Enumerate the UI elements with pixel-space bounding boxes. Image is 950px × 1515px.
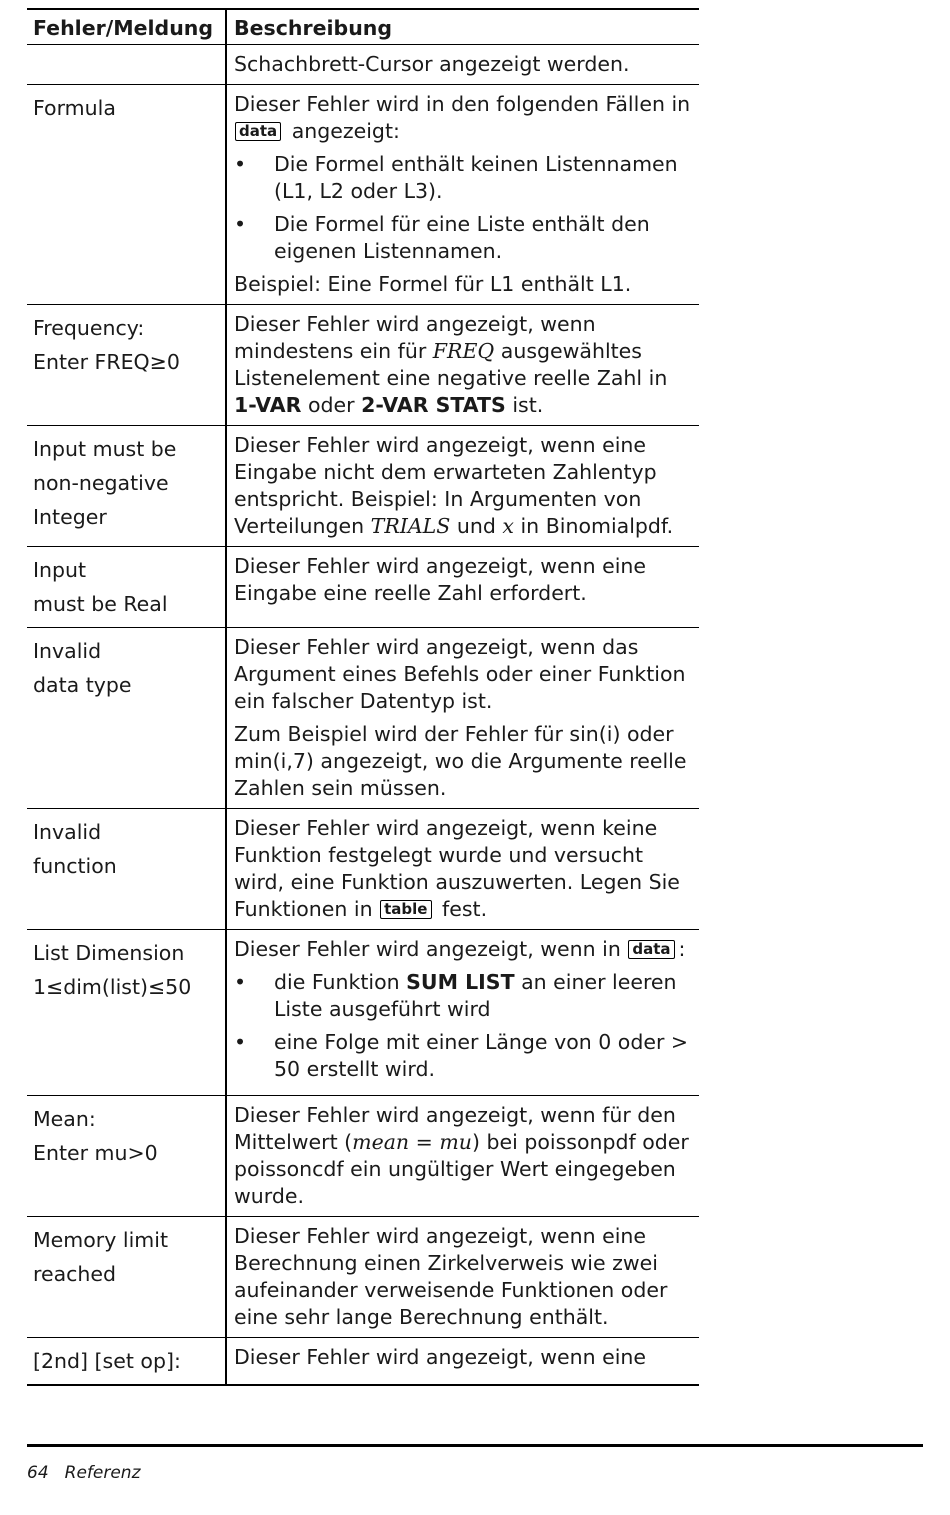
text-span: Dieser Fehler wird angezeigt, wenn eine Eingabe nicht dem erwarteten Zahlentyp entspricht. Beispiel: In Argumenten von Verteilungen xyxy=(234,433,657,538)
error-cell xyxy=(27,426,227,546)
error-cell xyxy=(27,930,227,1095)
bold-term: 1-VAR xyxy=(234,393,302,417)
math-mean: mean = mu xyxy=(352,1130,472,1154)
bold-term: SUM LIST xyxy=(406,970,515,994)
table-row xyxy=(27,547,699,628)
table-row xyxy=(27,305,699,426)
description-cell xyxy=(227,809,699,929)
error-name-line: Input must be xyxy=(33,437,177,461)
text-span: Dieser Fehler wird angezeigt, wenn in xyxy=(234,937,621,961)
error-name-line: function xyxy=(33,854,117,878)
description-text xyxy=(234,815,693,923)
error-name-line: List Dimension xyxy=(33,941,185,965)
bullet-item: • eine Folge mit einer Länge von 0 oder > 50 erstellt wird. xyxy=(234,1029,693,1083)
description-cell xyxy=(227,426,699,546)
description-text: Dieser Fehler wird angezeigt, wenn eine Berechnung einen Zirkelverweis wie zwei aufeinander verweisende Funktionen oder eine sehr lange Berechnung enthält. xyxy=(234,1224,668,1329)
error-cell xyxy=(27,45,227,84)
table-row xyxy=(27,426,699,547)
error-cell xyxy=(27,547,227,627)
table-row xyxy=(27,628,699,809)
description-text: Dieser Fehler wird angezeigt, wenn das Argument eines Befehls oder einer Funktion ein falscher Datentyp ist. xyxy=(234,635,686,713)
error-name-line: Integer xyxy=(33,505,107,529)
text-span: Dieser Fehler wird in den folgenden Fällen in xyxy=(234,92,691,116)
description-cell xyxy=(227,85,699,304)
table-key-icon: table xyxy=(380,900,431,919)
error-cell xyxy=(27,1217,227,1337)
error-name-line: Formula xyxy=(33,96,116,120)
text-span: fest. xyxy=(442,897,488,921)
description-text xyxy=(234,936,693,963)
text-span: Dieser Fehler wird angezeigt, wenn mindestens ein für xyxy=(234,312,596,363)
error-cell xyxy=(27,628,227,808)
section-name: Referenz xyxy=(64,1463,141,1483)
column-header-description: Beschreibung xyxy=(234,16,393,40)
table-header-row xyxy=(27,10,699,45)
table-row xyxy=(27,1096,699,1217)
table-row xyxy=(27,1217,699,1338)
table-row xyxy=(27,809,699,930)
text-span: ist. xyxy=(512,393,544,417)
data-key-icon: data xyxy=(628,940,674,959)
description-cell xyxy=(227,45,699,84)
description-cell xyxy=(227,930,699,1095)
table-row xyxy=(27,930,699,1096)
error-name-line: Mean: xyxy=(33,1107,96,1131)
text-span: an einer leeren Liste ausgeführt wird xyxy=(274,970,677,1021)
bullet-item xyxy=(234,969,693,1023)
description-text: Dieser Fehler wird angezeigt, wenn eine Eingabe eine reelle Zahl erfordert. xyxy=(234,554,647,605)
table-row xyxy=(27,85,699,305)
text-span: Dieser Fehler wird angezeigt, wenn für den Mittelwert ( xyxy=(234,1103,676,1154)
description-text xyxy=(234,91,693,145)
error-name-line: 1≤dim(list)≤50 xyxy=(33,975,192,999)
error-cell xyxy=(27,1096,227,1216)
error-name-line: reached xyxy=(33,1262,117,1286)
text-span: ausgewähltes Listenelement eine negative reelle Zahl in xyxy=(234,339,668,390)
description-text xyxy=(234,1102,693,1210)
error-name-line: Input xyxy=(33,558,87,582)
text-span: Dieser Fehler wird angezeigt, wenn keine Funktion festgelegt wurde und versucht wird, eine Funktion auszuwerten. Legen Sie Funktionen in xyxy=(234,816,680,921)
footer-rule xyxy=(27,1444,923,1447)
text-span: und xyxy=(456,514,496,538)
description-text: Schachbrett-Cursor angezeigt werden. xyxy=(234,52,630,76)
error-cell xyxy=(27,809,227,929)
bullet-item: • Die Formel für eine Liste enthält den eigenen Listennamen. xyxy=(234,211,693,265)
error-name-line: Invalid xyxy=(33,820,102,844)
error-name-line: Enter mu>0 xyxy=(33,1141,158,1165)
error-name-line: non-negative xyxy=(33,471,169,495)
error-name-line: Frequency: xyxy=(33,316,145,340)
description-text: Dieser Fehler wird angezeigt, wenn eine xyxy=(234,1345,647,1369)
table-row xyxy=(27,1338,699,1384)
description-cell xyxy=(227,305,699,425)
bold-term: 2-VAR STATS xyxy=(361,393,506,417)
table-row xyxy=(27,45,699,85)
math-freq: FREQ xyxy=(432,339,495,363)
text-span: angezeigt: xyxy=(291,119,400,143)
text-span: in Binomialpdf. xyxy=(520,514,674,538)
bullet-list xyxy=(234,151,693,265)
error-cell xyxy=(27,85,227,304)
error-name-line: data type xyxy=(33,673,132,697)
description-cell xyxy=(227,1096,699,1216)
description-cell xyxy=(227,1217,699,1337)
column-header-error: Fehler/Meldung xyxy=(27,10,227,44)
error-name-line: must be Real xyxy=(33,592,168,616)
error-table xyxy=(27,8,699,1386)
description-cell xyxy=(227,628,699,808)
error-cell xyxy=(27,1338,227,1384)
description-cell xyxy=(227,547,699,627)
error-cell xyxy=(27,305,227,425)
description-text xyxy=(234,432,693,540)
page-footer xyxy=(27,1463,141,1483)
math-x: x xyxy=(502,514,514,538)
bullet-list xyxy=(234,969,693,1083)
text-span: : xyxy=(678,937,686,961)
description-cell xyxy=(227,1338,699,1384)
math-trials: TRIALS xyxy=(370,514,451,538)
data-key-icon: data xyxy=(235,122,281,141)
error-name-line: [2nd] [set op]: xyxy=(33,1349,181,1373)
error-name-line: Enter FREQ≥0 xyxy=(33,350,180,374)
bullet-item: • Die Formel enthält keinen Listennamen (L1, L2 oder L3). xyxy=(234,151,693,205)
error-name-line: Memory limit xyxy=(33,1228,168,1252)
page-number: 64 xyxy=(27,1463,49,1483)
text-span: oder xyxy=(307,393,355,417)
description-example: Beispiel: Eine Formel für L1 enthält L1. xyxy=(234,272,632,296)
description-example: Zum Beispiel wird der Fehler für sin(i) oder min(i,7) angezeigt, wo die Argumente reelle Zahlen sein müssen. xyxy=(234,722,687,800)
text-span: ) bei poissonpdf oder poissoncdf ein ungültiger Wert eingegeben wurde. xyxy=(234,1130,689,1208)
error-name-line: Invalid xyxy=(33,639,102,663)
description-text xyxy=(234,311,693,419)
text-span: die Funktion xyxy=(274,970,400,994)
